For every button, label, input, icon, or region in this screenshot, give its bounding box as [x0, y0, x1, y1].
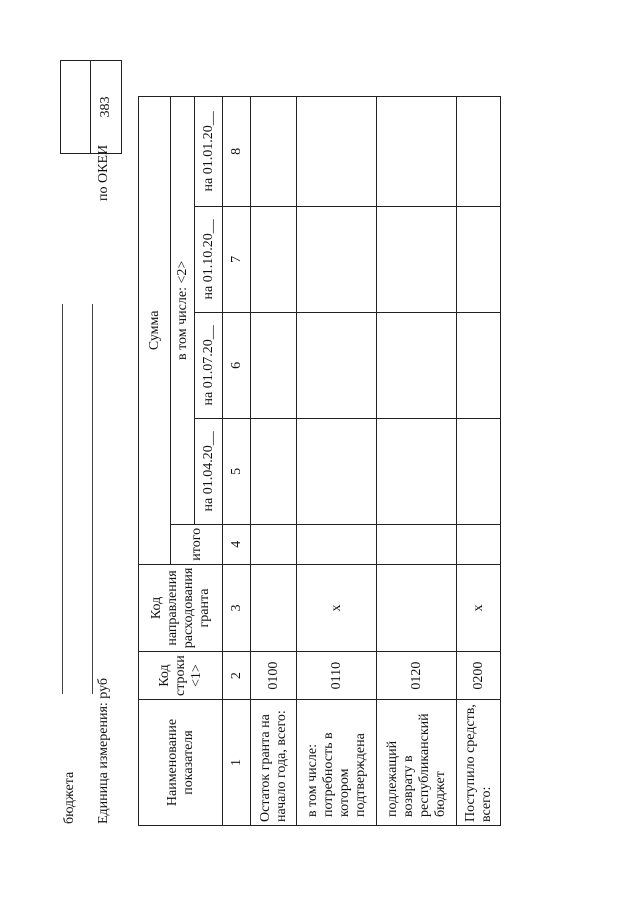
row-direction: x — [457, 564, 501, 652]
col-num: 7 — [223, 206, 251, 312]
row-value — [457, 96, 501, 206]
row-value — [457, 206, 501, 312]
row-value — [251, 206, 297, 312]
row-value — [377, 312, 457, 418]
header-including: в том числе: <2> — [171, 96, 195, 524]
header-indicator-name: Наименование показателя — [139, 700, 223, 826]
table-row — [251, 96, 297, 825]
okei-label: по ОКЕИ — [96, 144, 111, 201]
row-value — [297, 312, 377, 418]
table-row — [297, 96, 377, 825]
indicators-table — [138, 96, 501, 826]
row-total — [377, 524, 457, 564]
row-direction: x — [297, 564, 377, 652]
row-direction — [377, 564, 457, 652]
header-row-code: Код строки <1> — [139, 652, 223, 700]
col-num: 6 — [223, 312, 251, 418]
header-total: итого — [171, 524, 223, 564]
unit-label: Единица измерения: руб — [96, 677, 111, 824]
row-value — [251, 312, 297, 418]
row-code: 0100 — [251, 652, 297, 700]
header-date-q2: на 01.07.20__ — [195, 312, 223, 418]
row-name: Поступило средств, всего: — [457, 700, 501, 826]
table-row — [377, 96, 457, 825]
okei-code-box — [60, 60, 122, 154]
row-value — [457, 418, 501, 524]
okei-code-value: 383 — [98, 96, 113, 118]
col-num: 8 — [223, 96, 251, 206]
row-name: подлежащий возврату в республиканский бюджет — [377, 700, 457, 826]
row-total — [297, 524, 377, 564]
row-value — [297, 418, 377, 524]
row-code: 0200 — [457, 652, 501, 700]
row-code: 0110 — [297, 652, 377, 700]
row-name: в том числе: потребность в котором подтверждена — [297, 700, 377, 826]
col-num: 5 — [223, 418, 251, 524]
row-code: 0120 — [377, 652, 457, 700]
okei-empty-cell — [61, 61, 91, 153]
budget-underline — [62, 304, 63, 694]
row-value — [377, 96, 457, 206]
row-value — [377, 206, 457, 312]
row-total — [457, 524, 501, 564]
row-value — [251, 418, 297, 524]
header-date-q3: на 01.10.20__ — [195, 206, 223, 312]
header-sum: Сумма — [139, 96, 171, 564]
row-direction — [251, 564, 297, 652]
col-num: 1 — [223, 700, 251, 826]
unit-underline — [92, 304, 93, 694]
col-num: 3 — [223, 564, 251, 652]
col-num: 2 — [223, 652, 251, 700]
budget-label: бюджета — [62, 771, 77, 824]
row-total — [251, 524, 297, 564]
row-value — [297, 206, 377, 312]
row-value — [251, 96, 297, 206]
row-value — [297, 96, 377, 206]
table-row — [457, 96, 501, 825]
row-name: Остаток гранта на начало года, всего: — [251, 700, 297, 826]
row-value — [377, 418, 457, 524]
row-value — [457, 312, 501, 418]
header-date-q1: на 01.04.20__ — [195, 418, 223, 524]
column-number-row — [223, 96, 251, 825]
header-direction-code: Код направления расходования гранта — [139, 564, 223, 652]
col-num: 4 — [223, 524, 251, 564]
header-date-q4: на 01.01.20__ — [195, 96, 223, 206]
